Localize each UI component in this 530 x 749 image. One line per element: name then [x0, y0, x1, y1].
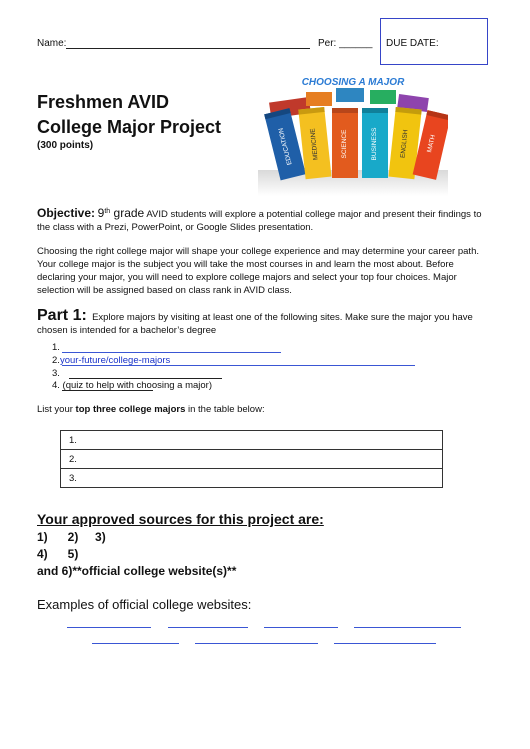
major-cell-3[interactable]: 3.	[61, 469, 443, 488]
site-link-4[interactable]: quiz to help with choosing a major	[65, 380, 209, 391]
book-business-label: BUSINESS	[371, 127, 378, 161]
site-link-2[interactable]: your-future/college-majors	[59, 355, 171, 366]
illustration-heading: CHOOSING A MAJOR	[301, 77, 405, 88]
table-row	[61, 450, 443, 469]
books-graphic	[258, 74, 448, 196]
page-title-line1: Freshmen AVID	[37, 92, 170, 112]
book-science-label: SCIENCE	[341, 129, 348, 159]
name-label: Name:	[37, 38, 67, 49]
grade-superscript: th	[104, 208, 111, 215]
objective-paragraph	[37, 205, 487, 234]
top-majors-table	[60, 430, 443, 488]
site-link-3[interactable]	[69, 378, 222, 379]
choosing-paragraph: Choosing the right college major will shape your college experience and may determine your career path. Your college major is the subject you will take the most courses in and learn the most about. Before declaring your major, you will need to explore college majors and select your top four choices. Major selection will be assigned based on class rank in AVID class.	[37, 246, 479, 296]
example-link-3[interactable]	[264, 627, 338, 628]
book-math-label: MATH	[426, 134, 437, 154]
sources-row-1: 1) 2) 3)	[37, 530, 106, 544]
name-field[interactable]	[66, 48, 310, 49]
examples-label: Examples of official college websites:	[37, 597, 252, 612]
example-link-4[interactable]	[354, 627, 461, 628]
top-majors-instruction	[37, 404, 265, 415]
sources-row-2: 4) 5)	[37, 547, 79, 561]
due-date-label: DUE DATE:	[386, 38, 439, 49]
site-link-4-underline	[62, 390, 153, 391]
part1-text: Explore majors by visiting at least one of the following sites. Make sure the major you have chosen is intended for a bachelor’s degree	[37, 312, 473, 336]
period-label: Per: ______	[318, 38, 373, 49]
example-link-5[interactable]	[92, 643, 179, 644]
grade-number: 9	[97, 206, 105, 221]
example-link-2[interactable]	[168, 627, 248, 628]
major-cell-1[interactable]: 1.	[61, 431, 443, 450]
book-education-label: EDUCATION	[277, 127, 294, 166]
example-link-6[interactable]	[195, 643, 318, 644]
grade-word: grade	[110, 206, 145, 221]
book-english-label: ENGLISH	[399, 129, 410, 159]
top-majors-suffix: in the table below:	[185, 404, 265, 415]
sources-title: Your approved sources for this project are:	[37, 511, 324, 527]
site-item-2-number: 2.	[52, 355, 60, 366]
table-row	[61, 431, 443, 450]
site-link-1[interactable]	[62, 352, 281, 353]
site-item-3: 3.	[52, 368, 60, 379]
example-link-7[interactable]	[334, 643, 436, 644]
top-majors-prefix: List your	[37, 404, 76, 415]
page-title-line2: College Major Project	[37, 117, 222, 137]
table-row	[61, 469, 443, 488]
due-date-box[interactable]	[380, 18, 488, 65]
site-item-4-number: 4. (	[52, 380, 66, 391]
part1-label: Part 1:	[37, 307, 87, 324]
objective-label: Objective:	[37, 206, 96, 221]
sources-row-3: and 6)**official college website(s)**	[37, 564, 237, 578]
books-illustration	[258, 74, 448, 196]
site-item-1: 1.	[52, 342, 60, 353]
top-majors-bold: top three college majors	[75, 404, 186, 415]
site-item-4-close: )	[208, 380, 213, 391]
objective-text: AVID students will explore a potential college major and present their findings to the class with a Prezi, PowerPoint, or Google Slides presentation.	[37, 209, 482, 234]
major-cell-2[interactable]: 2.	[61, 450, 443, 469]
book-medicine-label: MEDICINE	[309, 127, 320, 161]
example-link-1[interactable]	[67, 627, 151, 628]
site-link-2-underline	[62, 365, 415, 366]
part1-paragraph	[37, 309, 487, 337]
points-label: (300 points)	[37, 140, 94, 151]
